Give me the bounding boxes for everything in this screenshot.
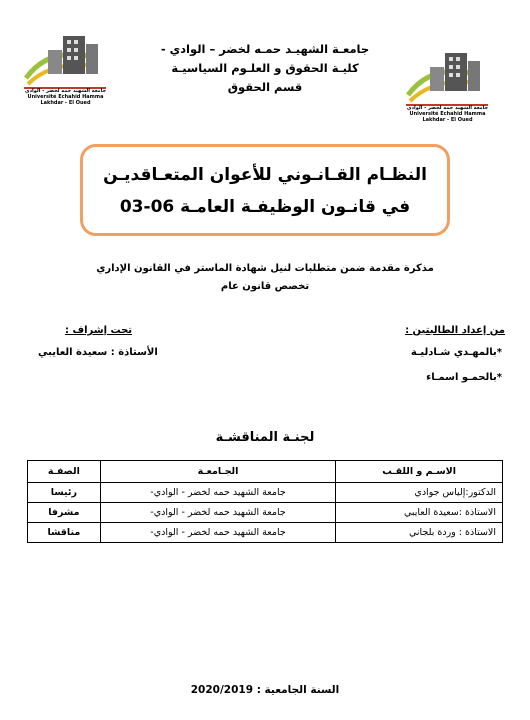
committee-title: لجنـة المناقشـة (215, 430, 315, 445)
jury-member-role: رئيسا (28, 483, 101, 503)
logo-caption-arabic: جامعة الشهيد حمه لخضر - الوادي (406, 105, 489, 111)
university-logo-left (18, 28, 113, 106)
jury-member-name: الاستاذة : وردة بلجاني (336, 523, 503, 543)
institution-header (150, 40, 380, 97)
jury-member-role: مناقشا (28, 523, 101, 543)
logo-caption-latin: Université Echahid Hamma Lakhdar - El Oued (409, 111, 486, 123)
university-logo-right (400, 45, 495, 123)
logo-caption-latin: Université Echahid Hamma Lakhdar - El Oued (27, 94, 104, 106)
memo-statement: مذكرة مقدمة ضمن متطلبات لنيل شهادة الماستر في القانون الإداري (96, 263, 434, 274)
jury-table (27, 460, 503, 543)
table-row (28, 523, 503, 543)
academic-year: السنة الجامعية : 2020/2019 (190, 684, 340, 696)
logo-caption-arabic: جامعة الشهيد حمه لخضر - الوادي (24, 88, 107, 94)
building-icon (400, 45, 495, 111)
jury-member-university: جامعة الشهيد حمه لخضر - الوادي- (100, 523, 336, 543)
table-row (28, 503, 503, 523)
department-name: قسم الحقوق (227, 80, 303, 94)
table-row (28, 483, 503, 503)
supervisor-name: الأستاذة : سعيدة العايبي (38, 347, 158, 358)
jury-member-name: الدكتور:إلياس جوادي (336, 483, 503, 503)
column-header-university: الجـامعـة (100, 461, 336, 483)
student-name: *بالمهـدي شـادليـة (410, 347, 502, 358)
university-name: جامعـة الشهيـد حمـه لخضر – الوادي - (160, 42, 370, 56)
specialization: تخصص قانون عام (220, 281, 310, 292)
jury-member-university: جامعة الشهيد حمه لخضر - الوادي- (100, 503, 336, 523)
column-header-role: الصفـة (28, 461, 101, 483)
students-label: من إعداد الطالبتين : (405, 325, 505, 336)
faculty-name: كليـة الحقوق و العلـوم السياسيـة (171, 61, 359, 75)
jury-member-university: جامعة الشهيد حمه لخضر - الوادي- (100, 483, 336, 503)
thesis-title-line-1: النظـام القـانـوني للأعوان المتعـاقديـن (103, 165, 427, 185)
jury-member-name: الاستاذة :سعيدة العايبي (336, 503, 503, 523)
student-name: *بالحمـو اسمـاء (426, 372, 502, 383)
jury-member-role: مشرفا (28, 503, 101, 523)
building-icon (18, 28, 113, 94)
table-header-row (28, 461, 503, 483)
supervisor-label: تحت إشراف : (65, 325, 133, 336)
thesis-title-box (80, 144, 450, 236)
column-header-name: الاسـم و اللقـب (336, 461, 503, 483)
thesis-title-line-2: في قانـون الوظيفـة العامـة 06-03 (119, 197, 411, 217)
